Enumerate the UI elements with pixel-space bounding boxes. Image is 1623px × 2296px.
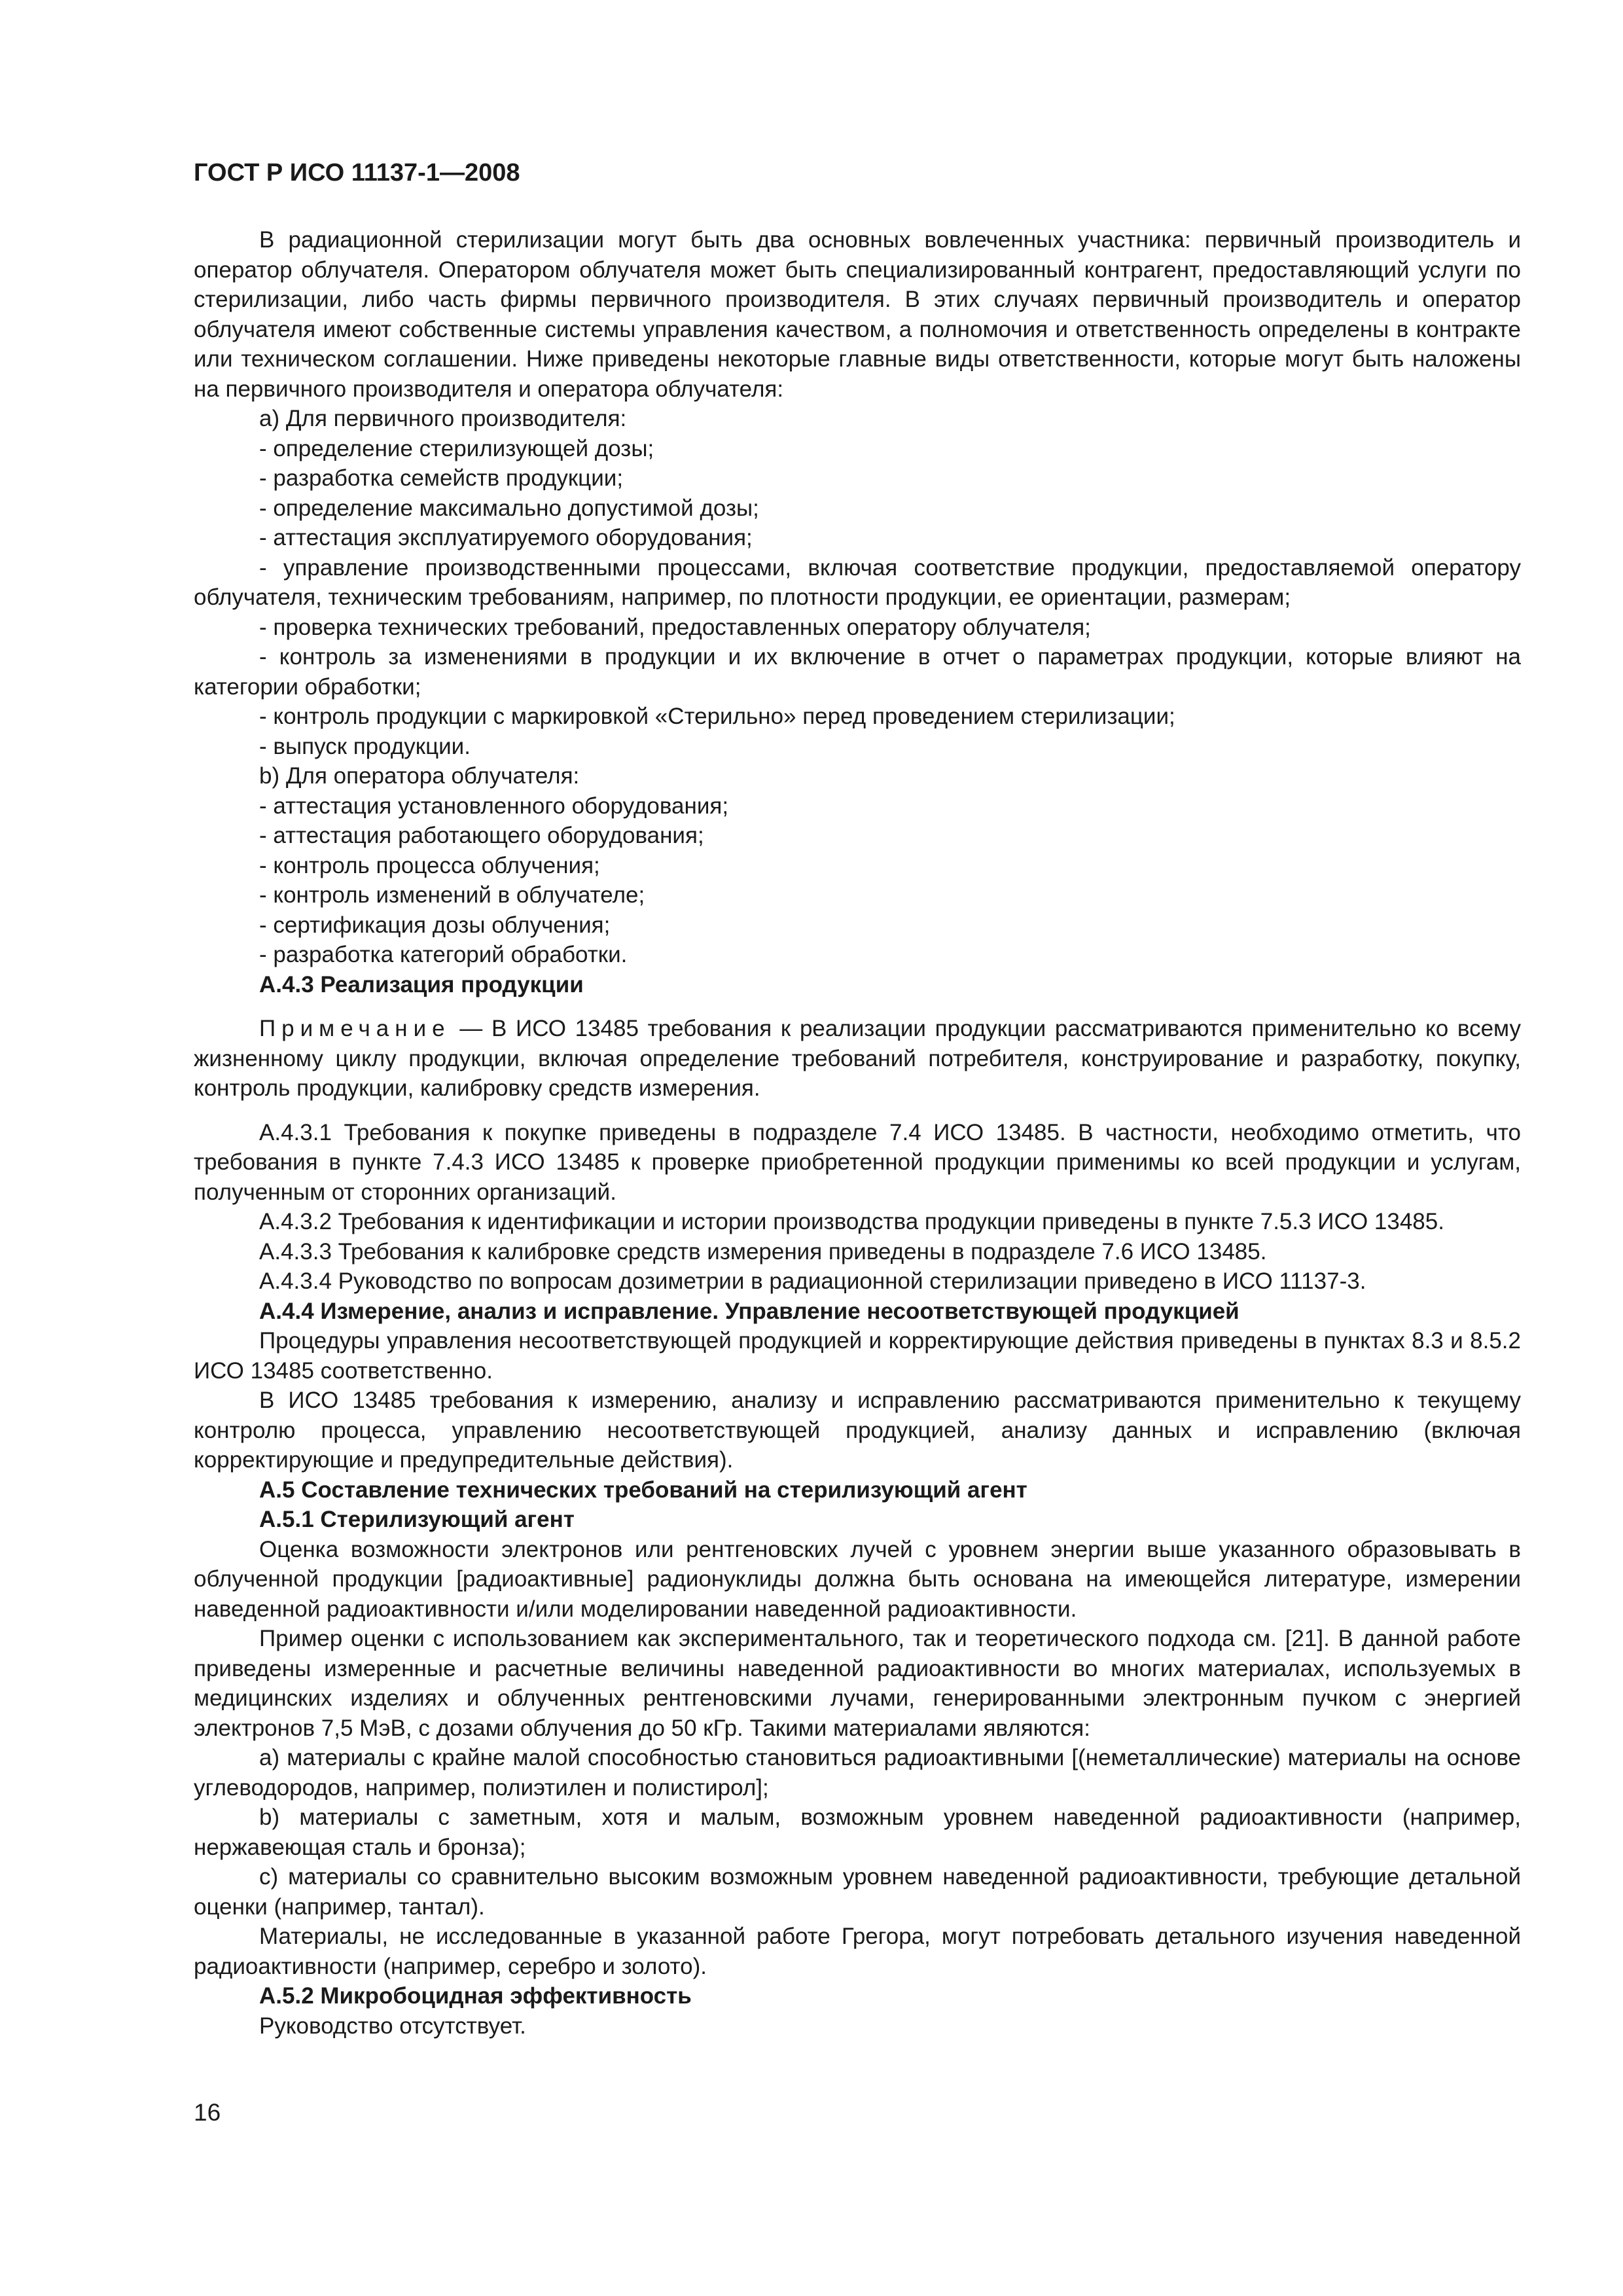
paragraph: Процедуры управления несоответствующей продукцией и корректирующие действия приведены в пунктах 8.3 и 8.5.2 ИСО 13485 соответственно. — [194, 1328, 1521, 1384]
list-item: - аттестация работающего оборудования; — [259, 823, 704, 848]
list-a-title: а) Для первичного производителя: — [259, 406, 627, 431]
list-item: - выпуск продукции. — [259, 733, 471, 759]
list-item: - разработка семейств продукции; — [259, 465, 624, 491]
list-item: - аттестация эксплуатируемого оборудования; — [259, 525, 753, 550]
note-label: Примечание — [259, 1016, 451, 1041]
clause-a434: А.4.3.4 Руководство по вопросам дозиметрии в радиационной стерилизации приведено в ИСО 11137-3. — [259, 1268, 1366, 1294]
section-heading-a44: А.4.4 Измерение, анализ и исправление. Управление несоответствующей продукцией — [259, 1298, 1240, 1324]
paragraph: Руководство отсутствует. — [259, 2013, 526, 2039]
page-number: 16 — [194, 2099, 221, 2126]
list-item: - аттестация установленного оборудования; — [259, 793, 729, 819]
list-b-title: b) Для оператора облучателя: — [259, 763, 580, 789]
list-item: b) материалы с заметным, хотя и малым, возможным уровнем наведенной радиоактивности (например, нержавеющая сталь и бронза); — [194, 1804, 1521, 1860]
list-item: с) материалы со сравнительно высоким возможным уровнем наведенной радиоактивности, требующие детальной оценки (например, тантал). — [194, 1864, 1521, 1920]
list-item: - разработка категорий обработки. — [259, 942, 628, 967]
list-item: - сертификация дозы облучения; — [259, 912, 611, 938]
list-item: - управление производственными процессами, включая соответствие продукции, предоставляемой оператору облучателя, техническим требованиям, например, по плотности продукции, ее ориентации, размерам; — [194, 554, 1521, 610]
section-heading-a43: А.4.3 Реализация продукции — [259, 971, 584, 997]
note-paragraph — [194, 1014, 1521, 1103]
list-item: а) материалы с крайне малой способностью становиться радиоактивными [(неметаллические) материалы на основе углеводородов, например, полиэтилен и полистирол]; — [194, 1745, 1521, 1801]
paragraph: В ИСО 13485 требования к измерению, анализу и исправлению рассматриваются применительно к текущему контролю процесса, управлению несоответствующей продукцией, анализу данных и исправлению (включая корректирующие и предупредительные действия). — [194, 1388, 1521, 1473]
list-item: - контроль изменений в облучателе; — [259, 882, 645, 908]
section-heading-a51: А.5.1 Стерилизующий агент — [259, 1507, 575, 1532]
paragraph: Материалы, не исследованные в указанной работе Грегора, могут потребовать детального изучения наведенной радиоактивности (например, серебро и золото). — [194, 1924, 1521, 1979]
list-item: - контроль за изменениями в продукции и их включение в отчет о параметрах продукции, которые влияют на категории обработки; — [194, 644, 1521, 700]
clause-a432: А.4.3.2 Требования к идентификации и истории производства продукции приведены в пункте 7.5.3 ИСО 13485. — [259, 1209, 1444, 1234]
document-page — [194, 157, 1521, 2041]
intro-paragraph: В радиационной стерилизации могут быть два основных вовлеченных участника: первичный производитель и оператор облучателя. Оператором облучателя может быть специализированный контрагент, предоставляющий услуги по стерилизации, либо часть фирмы первичного производителя. В этих случаях первичный производитель и оператор облучателя имеют собственные системы управления качеством, а полномочия и ответственность определены в контракте или техническом соглашении. Ниже приведены некоторые главные виды ответственности, которые могут быть наложены на первичного производителя и оператора облучателя: — [194, 227, 1521, 402]
section-heading-a52: А.5.2 Микробоцидная эффективность — [259, 1983, 692, 2009]
section-heading-a5: А.5 Составление технических требований на стерилизующий агент — [259, 1477, 1027, 1503]
list-item: - определение стерилизующей дозы; — [259, 435, 654, 461]
paragraph: Оценка возможности электронов или рентгеновских лучей с уровнем энергии выше указанного образовывать в облученной продукции [радиоактивные] радионуклиды должна быть основана на имеющейся литературе, измерении наведенной радиоактивности и/или моделировании наведенной радиоактивности. — [194, 1536, 1521, 1622]
paragraph: Пример оценки с использованием как экспериментального, так и теоретического подхода см. [21]. В данной работе приведены измеренные и расчетные величины наведенной радиоактивности во многих материалах, используемых в медицинских изделиях и облученных рентгеновскими лучами, генерированными электронным пучком с энергией электронов 7,5 МэВ, с дозами облучения до 50 кГр. Такими материалами являются: — [194, 1626, 1521, 1741]
list-item: - контроль процесса облучения; — [259, 852, 600, 878]
note-text: — В ИСО 13485 требования к реализации продукции рассматриваются применительно ко всему жизненному циклу продукции, включая определение требований потребителя, конструирование и разработку, покупку, контроль продукции, калибровку средств измерения. — [194, 1016, 1521, 1101]
list-item: - проверка технических требований, предоставленных оператору облучателя; — [259, 614, 1091, 640]
list-item: - определение максимально допустимой дозы; — [259, 495, 759, 521]
clause-a431: А.4.3.1 Требования к покупке приведены в подразделе 7.4 ИСО 13485. В частности, необходимо отметить, что требования в пункте 7.4.3 ИСО 13485 к проверке приобретенной продукции применимы ко всей продукции и услугам, полученным от сторонних организаций. — [194, 1119, 1521, 1205]
document-header: ГОСТ Р ИСО 11137-1—2008 — [194, 159, 520, 187]
clause-a433: А.4.3.3 Требования к калибровке средств измерения приведены в подразделе 7.6 ИСО 13485. — [259, 1238, 1267, 1265]
list-item: - контроль продукции с маркировкой «Стерильно» перед проведением стерилизации; — [259, 704, 1175, 729]
